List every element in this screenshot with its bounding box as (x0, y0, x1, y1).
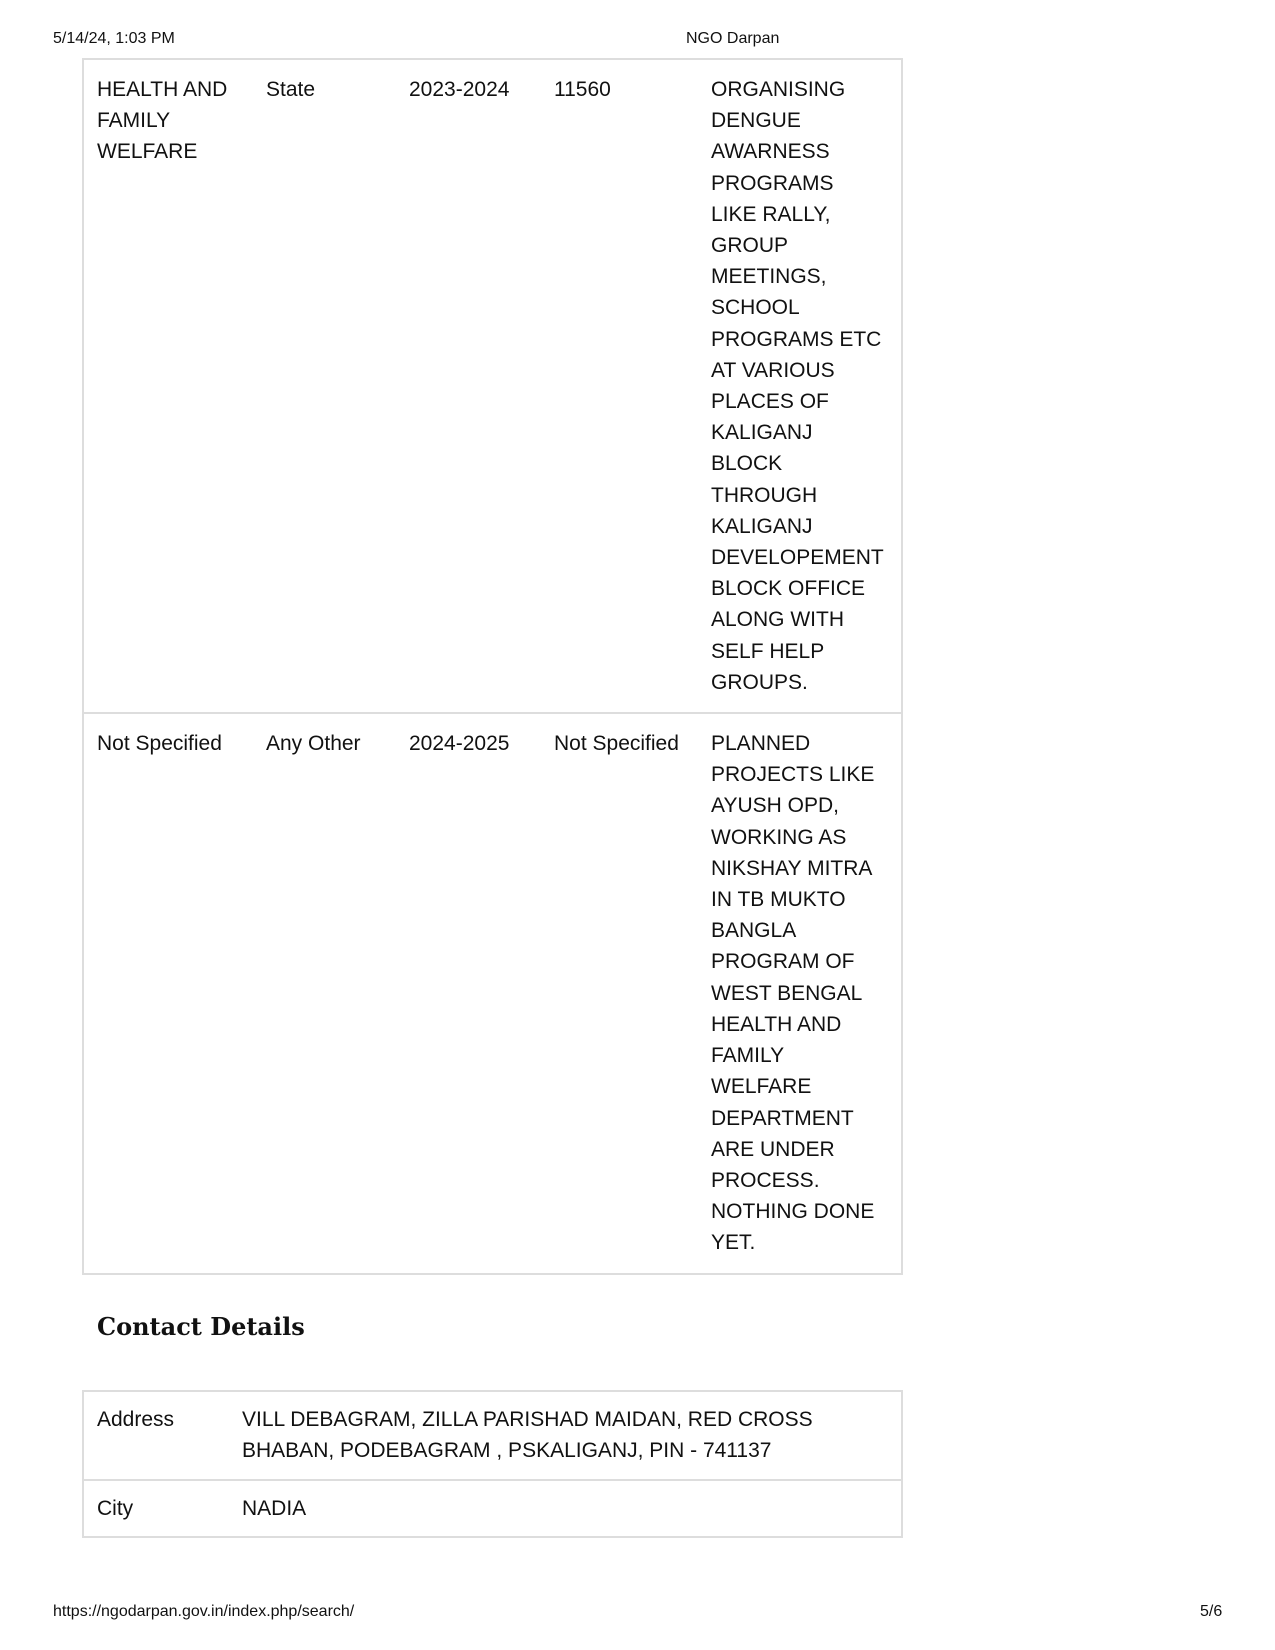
print-datetime: 5/14/24, 1:03 PM (53, 30, 175, 47)
details-line: PROGRAM OF (711, 950, 855, 974)
contact-table (82, 1390, 903, 1538)
department-line: WELFARE (97, 140, 198, 164)
projects-table (82, 58, 903, 1275)
city-value: NADIA (242, 1480, 902, 1537)
print-page-title: NGO Darpan (686, 30, 780, 47)
page-number: 5/6 (1200, 1603, 1223, 1620)
department-line: HEALTH AND (97, 78, 228, 101)
details-line: BANGLA (711, 919, 797, 943)
details-line: ARE UNDER (711, 1137, 835, 1161)
details-line: AYUSH OPD, (711, 794, 839, 818)
details-line: DEVELOPEMENT (711, 546, 884, 570)
department-line: Not Specified (97, 732, 222, 756)
department-cell (83, 713, 266, 1273)
details-line: PROGRAMS ETC (711, 327, 882, 351)
details-line: AWARNESS (711, 140, 830, 164)
details-line: IN TB MUKTO (711, 888, 846, 912)
details-line: DENGUE (711, 109, 801, 133)
address-line: VILL DEBAGRAM, ZILLA PARISHAD MAIDAN, RED CROSS (242, 1408, 813, 1431)
details-line: FAMILY (711, 1044, 785, 1068)
department-cell (83, 59, 266, 713)
contact-row-city (83, 1480, 902, 1537)
contact-details-heading: Contact Details (97, 1312, 305, 1341)
year-value: 2024-2025 (409, 732, 510, 756)
table-row (83, 713, 902, 1273)
details-line: PROJECTS LIKE (711, 763, 875, 787)
city-label: City (83, 1480, 242, 1537)
details-line: YET. (711, 1231, 756, 1255)
year-cell (409, 713, 554, 1273)
source-value: Any Other (266, 732, 361, 756)
address-label: Address (97, 1408, 175, 1431)
year-value: 2023-2024 (409, 78, 510, 101)
details-line: WORKING AS (711, 825, 847, 849)
details-line: BLOCK OFFICE (711, 577, 866, 601)
details-line: SCHOOL (711, 296, 800, 320)
details-line: KALIGANJ (711, 514, 813, 538)
source-cell (266, 713, 409, 1273)
details-line: HEALTH AND (711, 1012, 842, 1036)
amount-cell (554, 59, 711, 713)
details-line: THROUGH (711, 483, 818, 507)
details-line: ALONG WITH (711, 608, 845, 632)
details-cell (711, 59, 902, 713)
amount-value: 11560 (554, 78, 611, 101)
amount-value: Not Specified (554, 732, 679, 756)
contact-row-address (83, 1391, 902, 1480)
year-cell (409, 59, 554, 713)
details-line: AT VARIOUS (711, 358, 835, 382)
details-cell (711, 713, 902, 1273)
details-line: BLOCK (711, 452, 783, 476)
department-line: FAMILY (97, 109, 171, 133)
source-cell (266, 59, 409, 713)
details-line: WELFARE (711, 1075, 812, 1099)
details-line: DEPARTMENT (711, 1106, 854, 1130)
details-line: WEST BENGAL (711, 981, 863, 1005)
amount-cell (554, 713, 711, 1273)
details-line: GROUPS. (711, 670, 808, 694)
details-line: PROGRAMS (711, 171, 834, 195)
details-line: PLACES OF (711, 390, 829, 414)
details-line: GROUP (711, 234, 789, 258)
table-row (83, 59, 902, 713)
print-url: https://ngodarpan.gov.in/index.php/search/ (53, 1603, 355, 1620)
details-line: PLANNED (711, 732, 811, 756)
details-line: SELF HELP (711, 639, 825, 663)
details-line: PROCESS. (711, 1168, 820, 1192)
details-line: MEETINGS, (711, 265, 827, 289)
source-value: State (266, 78, 316, 101)
address-line: BHABAN, PODEBAGRAM , PSKALIGANJ, PIN - 741137 (242, 1439, 772, 1463)
details-line: NOTHING DONE (711, 1200, 875, 1224)
details-line: NIKSHAY MITRA (711, 856, 873, 880)
details-line: LIKE RALLY, (711, 202, 831, 226)
details-line: ORGANISING (711, 78, 846, 101)
details-line: KALIGANJ (711, 421, 813, 445)
address-value (242, 1391, 902, 1480)
